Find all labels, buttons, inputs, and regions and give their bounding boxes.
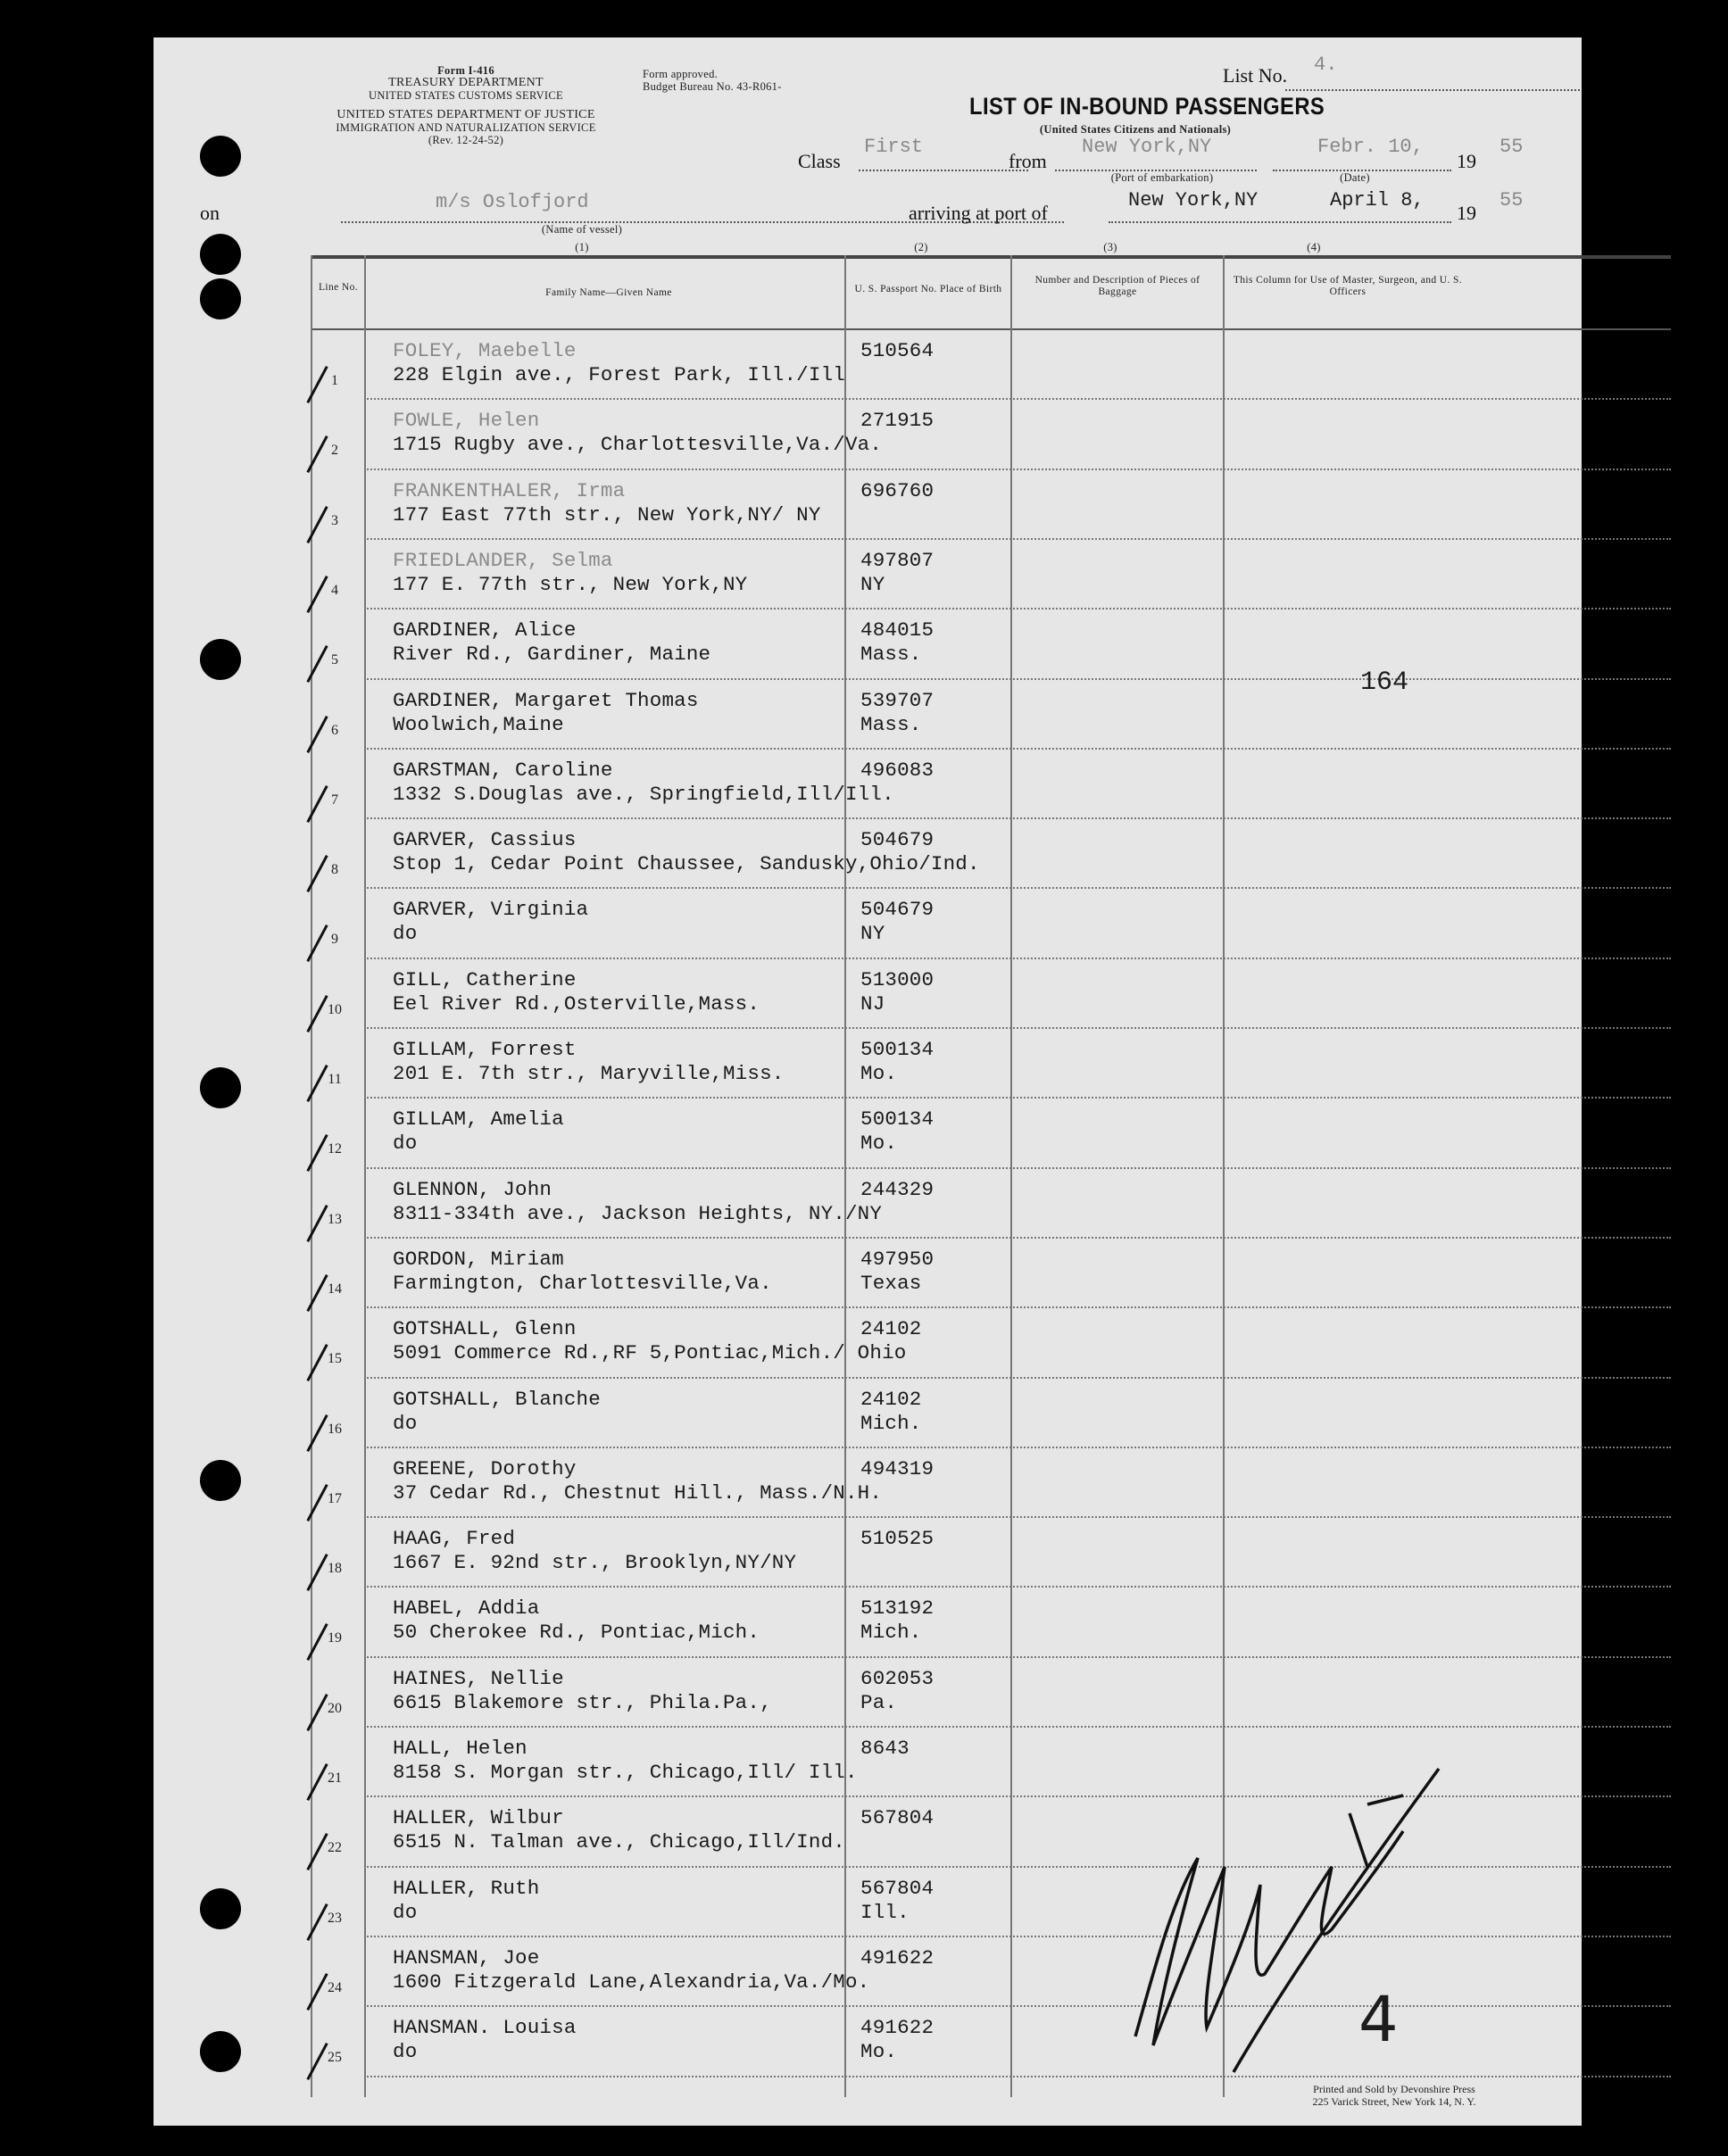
place-of-birth: NY [860, 922, 885, 946]
arriving-label: arriving at port of [909, 202, 1048, 224]
budget-approval: Form approved. Budget Bureau No. 43-R061- [643, 68, 782, 93]
dotted-line [1109, 221, 1451, 223]
place-of-birth: NJ [860, 991, 885, 1016]
passport-number: 510525 [860, 1527, 935, 1551]
line-number: 21 [328, 1770, 342, 1786]
col-header-passport: U. S. Passport No. Place of Birth [854, 284, 1002, 294]
passenger-address: 50 Cherokee Rd., Pontiac,Mich. [393, 1621, 760, 1645]
passport-number: 496083 [860, 758, 935, 782]
passenger-name: GILLAM, Forrest [393, 1038, 577, 1061]
passenger-name: GARVER, Cassius [393, 828, 577, 852]
place-of-birth: Mass. [860, 712, 922, 736]
punch-hole [200, 1460, 241, 1501]
passenger-address: 6615 Blakemore str., Phila.Pa., [393, 1690, 772, 1714]
passenger-name: HAAG, Fred [393, 1527, 516, 1551]
handwritten-number: 4 [1358, 1983, 1399, 2056]
row-divider [364, 678, 1671, 680]
place-of-birth: Pa. [860, 1690, 898, 1714]
arrive-year-value: 55 [1500, 189, 1524, 211]
passenger-name: GARDINER, Margaret Thomas [393, 688, 699, 712]
class-label: Class [798, 150, 841, 172]
passport-number: 8643 [860, 1737, 910, 1760]
row-divider [364, 2005, 1671, 2007]
vessel-name: m/s Oslofjord [436, 191, 589, 213]
place-of-birth: Mich. [860, 1621, 922, 1645]
passenger-address: 1600 Fitzgerald Lane,Alexandria,Va./Mo. [393, 1969, 870, 1994]
line-number: 1 [331, 373, 338, 388]
passport-number: 484015 [860, 618, 935, 643]
line-number: 12 [328, 1141, 342, 1157]
passport-number: 567804 [860, 1806, 935, 1830]
passport-number: 510564 [860, 339, 935, 362]
page-subtitle: (United States Citizens and Nationals) [1039, 123, 1232, 136]
line-number: 22 [328, 1840, 342, 1856]
col-header-name: Family Name—Given Name [545, 287, 672, 298]
date-caption: (Date) [1340, 171, 1370, 184]
col-num-1: (1) [575, 241, 589, 253]
year-prefix: 19 [1457, 150, 1476, 172]
passenger-address: do [393, 2040, 418, 2064]
from-label: from [1009, 150, 1047, 172]
passenger-address: 177 E. 77th str., New York,NY [393, 572, 748, 596]
name-divider [844, 255, 846, 2097]
arrive-date-value: April 8, [1330, 189, 1425, 211]
printer-credit: Printed and Sold by Devonshire Press 225 Varick Street, New York 14, N. Y. [1312, 2083, 1476, 2108]
line-number: 2 [331, 443, 338, 459]
passenger-name: HALLER, Ruth [393, 1876, 540, 1900]
punch-hole [200, 278, 241, 319]
passenger-name: HAINES, Nellie [393, 1666, 564, 1690]
row-divider [364, 2076, 1671, 2077]
table-top-border [311, 255, 1671, 259]
place-of-birth: Mo. [860, 1132, 898, 1156]
passenger-address: 6515 N. Talman ave., Chicago,Ill/Ind. [393, 1830, 845, 1854]
line-number: 6 [331, 722, 338, 738]
passport-divider [1010, 255, 1012, 2097]
officer-signature [1100, 1760, 1475, 2090]
punch-hole [200, 234, 241, 275]
row-divider [364, 1516, 1671, 1518]
row-divider [364, 538, 1671, 540]
passport-number: 500134 [860, 1038, 935, 1061]
line-number: 3 [331, 512, 338, 528]
passenger-name: GILLAM, Amelia [393, 1107, 564, 1132]
date-value: Febr. 10, [1317, 136, 1424, 158]
line-number: 23 [328, 1910, 342, 1926]
passenger-address: 8311-334th ave., Jackson Heights, NY./NY [393, 1201, 883, 1225]
row-divider [364, 958, 1671, 959]
manifest-page [154, 37, 1582, 2126]
place-of-birth: Mo. [860, 2040, 898, 2064]
vessel-caption: (Name of vessel) [541, 223, 623, 236]
passport-number: 500134 [860, 1107, 935, 1132]
line-number: 4 [331, 582, 338, 598]
row-divider [364, 1866, 1671, 1868]
passport-number: 271915 [860, 409, 935, 433]
on-label: on [200, 202, 220, 224]
place-of-birth: NY [860, 572, 885, 596]
line-number: 20 [328, 1700, 342, 1716]
line-number: 7 [331, 792, 338, 808]
row-divider [364, 1167, 1671, 1169]
passport-number: 602053 [860, 1666, 935, 1690]
row-divider [364, 1377, 1671, 1379]
passenger-name: GARSTMAN, Caroline [393, 758, 613, 782]
row-divider [364, 1306, 1671, 1308]
passenger-address: 1667 E. 92nd str., Brooklyn,NY/NY [393, 1551, 797, 1575]
line-number: 19 [328, 1630, 342, 1646]
place-of-birth: Mass. [860, 643, 922, 667]
passport-number: 24102 [860, 1317, 922, 1341]
passenger-address: 1332 S.Douglas ave., Springfield,Ill/Ill. [393, 782, 894, 806]
passenger-name: HABEL, Addia [393, 1596, 540, 1621]
passenger-address: River Rd., Gardiner, Maine [393, 643, 711, 667]
list-no-label: List No. [1223, 64, 1288, 87]
passenger-name: GORDON, Miriam [393, 1247, 564, 1271]
passenger-name: GLENNON, John [393, 1177, 552, 1201]
col-num-2: (2) [914, 241, 928, 253]
line-number: 13 [328, 1211, 342, 1227]
line-number: 8 [331, 862, 338, 878]
port-embark-caption: (Port of embarkation) [1110, 171, 1214, 184]
line-number: 17 [328, 1490, 342, 1506]
passport-number: 24102 [860, 1387, 922, 1411]
passenger-name: GARVER, Virginia [393, 898, 589, 922]
passenger-address: 8158 S. Morgan str., Chicago,Ill/ Ill. [393, 1761, 858, 1784]
col-header-baggage: Number and Description of Pieces of Baggage [1034, 275, 1200, 297]
line-number: 24 [328, 1979, 342, 1995]
row-divider [364, 1936, 1671, 1937]
passenger-name: HALL, Helen [393, 1737, 528, 1760]
passenger-name: HALLER, Wilbur [393, 1806, 564, 1830]
place-of-birth: Texas [860, 1271, 922, 1295]
passenger-address: Eel River Rd.,Osterville,Mass. [393, 991, 760, 1016]
passport-number: 504679 [860, 828, 935, 852]
passenger-name: GOTSHALL, Glenn [393, 1317, 577, 1341]
passport-number: 491622 [860, 2016, 935, 2040]
passenger-name: HANSMAN, Joe [393, 1945, 540, 1969]
passenger-name: FOWLE, Helen [393, 409, 540, 433]
col-header-officers: This Column for Use of Master, Surgeon, and U. S. Officers [1233, 275, 1463, 297]
dotted-line [859, 170, 1028, 171]
stamp-number: 164 [1360, 668, 1409, 698]
passport-number: 567804 [860, 1876, 935, 1900]
passenger-address: Farmington, Charlottesville,Va. [393, 1271, 772, 1295]
row-divider [364, 1027, 1671, 1029]
row-divider [364, 469, 1671, 470]
passenger-address: Stop 1, Cedar Point Chaussee, Sandusky,Ohio/Ind. [393, 852, 980, 876]
col-num-4: (4) [1307, 241, 1321, 253]
row-divider [364, 398, 1671, 400]
passport-number: 244329 [860, 1177, 935, 1201]
passenger-name: GILL, Catherine [393, 967, 577, 991]
punch-hole [200, 1067, 241, 1108]
passenger-address: do [393, 1411, 418, 1435]
row-divider [364, 887, 1671, 889]
passenger-address: 1715 Rugby ave., Charlottesville,Va./Va. [393, 433, 883, 457]
row-divider [364, 1237, 1671, 1239]
class-value: First [864, 136, 924, 158]
passenger-name: GREENE, Dorothy [393, 1456, 577, 1480]
list-no-value: 4. [1314, 54, 1338, 76]
page-title: LIST OF IN-BOUND PASSENGERS [969, 93, 1325, 120]
passport-number: 497807 [860, 548, 935, 572]
row-divider [364, 1656, 1671, 1658]
passport-number: 513192 [860, 1596, 935, 1621]
punch-hole [200, 1888, 241, 1929]
line-number: 11 [328, 1072, 342, 1087]
line-number: 16 [328, 1421, 342, 1437]
row-divider [364, 1097, 1671, 1099]
passenger-name: HANSMAN. Louisa [393, 2016, 577, 2040]
from-value: New York,NY [1082, 136, 1212, 158]
punch-hole [200, 136, 241, 177]
row-divider [364, 748, 1671, 750]
passenger-address: 177 East 77th str., New York,NY/ NY [393, 502, 821, 527]
year-value: 55 [1500, 136, 1524, 158]
line-number: 5 [331, 652, 338, 668]
line-number: 10 [328, 1001, 342, 1017]
punch-hole [200, 639, 241, 680]
passport-number: 491622 [860, 1945, 935, 1969]
passport-number: 513000 [860, 967, 935, 991]
passenger-name: FRANKENTHALER, Irma [393, 478, 626, 502]
passport-number: 504679 [860, 898, 935, 922]
line-number: 14 [328, 1281, 342, 1297]
passport-number: 696760 [860, 478, 935, 502]
row-divider [364, 608, 1671, 609]
row-divider [364, 1726, 1671, 1728]
passport-number: 497950 [860, 1247, 935, 1271]
row-divider [364, 1586, 1671, 1588]
passenger-address: do [393, 922, 418, 946]
dotted-line [1285, 89, 1580, 91]
punch-hole [200, 2031, 241, 2072]
passenger-name: FRIEDLANDER, Selma [393, 548, 613, 572]
passenger-address: do [393, 1132, 418, 1156]
passport-number: 539707 [860, 688, 935, 712]
row-divider [364, 1447, 1671, 1448]
place-of-birth: Mo. [860, 1062, 898, 1085]
passenger-address: do [393, 1900, 418, 1924]
line-number: 18 [328, 1561, 342, 1577]
line-no-divider [364, 255, 366, 2097]
arrive-year-prefix: 19 [1457, 202, 1476, 224]
passenger-address: 37 Cedar Rd., Chestnut Hill., Mass./N.H. [393, 1480, 883, 1505]
passenger-address: 228 Elgin ave., Forest Park, Ill./Ill [393, 363, 845, 386]
passenger-name: GARDINER, Alice [393, 618, 577, 643]
col-num-3: (3) [1103, 241, 1117, 253]
line-number: 15 [328, 1351, 342, 1367]
line-number: 25 [328, 2050, 342, 2066]
passenger-name: FOLEY, Maebelle [393, 339, 577, 362]
row-divider [364, 817, 1671, 819]
passport-number: 494319 [860, 1456, 935, 1480]
row-divider [364, 1795, 1671, 1797]
passenger-address: Woolwich,Maine [393, 712, 564, 736]
passenger-address: 201 E. 7th str., Maryville,Miss. [393, 1062, 785, 1085]
form-info: Form I-416 TREASURY DEPARTMENT UNITED STATES CUSTOMS SERVICE UNITED STATES DEPARTMENT OF JUSTICE IMMIGRATION AND NATURALIZATION SERVICE (Rev. 12-24-52) [336, 64, 596, 146]
place-of-birth: Ill. [860, 1900, 910, 1924]
col-header-line-no: Line No. [318, 282, 359, 293]
place-of-birth: Mich. [860, 1411, 922, 1435]
passenger-address: 5091 Commerce Rd.,RF 5,Pontiac,Mich./ Ohio [393, 1341, 907, 1365]
passenger-name: GOTSHALL, Blanche [393, 1387, 601, 1411]
line-number: 9 [331, 932, 338, 948]
header-bottom-border [311, 328, 1671, 330]
arrive-port-value: New York,NY [1128, 189, 1259, 211]
